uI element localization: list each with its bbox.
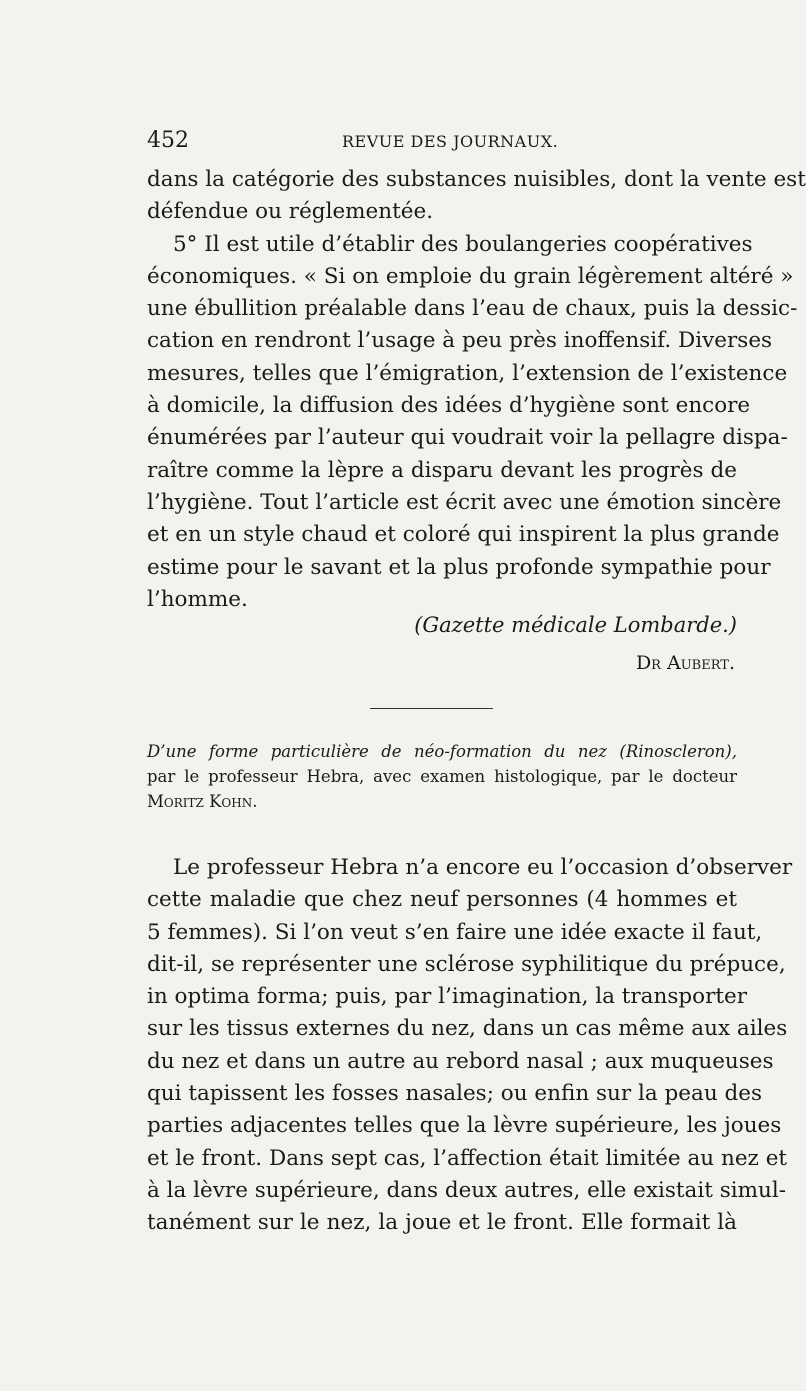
running-head: REVUE DES JOURNAUX. [342, 132, 559, 151]
page-header [147, 128, 737, 154]
text-line: parties adjacentes telles que la lèvre supérieure, les joues [147, 1113, 782, 1139]
text-line: l’hygiène. Tout l’article est écrit avec une émotion sincère [147, 489, 782, 515]
text-line: cation en rendront l’usage à peu près inoffensif. Diverses [147, 328, 773, 354]
text-line: 5° Il est utile d’établir des boulangeries coopératives [173, 231, 753, 257]
author-signature: Dr Aubert. [635, 652, 735, 674]
text-line: cette maladie que chez neuf personnes (4 hommes et [147, 887, 737, 913]
text-line: in optima forma; puis, par l’imagination, la transporter [147, 984, 748, 1010]
article-heading [147, 739, 737, 814]
page-number: 452 [147, 128, 189, 153]
text-line: énumérées par l’auteur qui voudrait voir la pellagre dispa- [147, 425, 788, 451]
text-line: 5 femmes). Si l’on veut s’en faire une idée exacte il faut, [147, 919, 763, 945]
text-line: du nez et dans un autre au rebord nasal ; aux muqueuses [147, 1048, 774, 1074]
text-line: et en un style chaud et coloré qui inspirent la plus grande [147, 522, 780, 548]
text-line: Le professeur Hebra n’a encore eu l’occasion d’observer [173, 855, 793, 880]
text-line: défendue ou réglementée. [147, 199, 434, 225]
article-byline: par le professeur Hebra, avec examen histologique, par le docteur [147, 767, 737, 786]
text-line: et le front. Dans sept cas, l’affection était limitée au nez et [147, 1145, 788, 1171]
article-title-line: D’une forme particulière de néo-formation du nez (Rinoscleron), [147, 742, 737, 761]
text-line: sur les tissus externes du nez, dans un cas même aux ailes [147, 1016, 788, 1042]
section-divider [370, 708, 493, 709]
text-line: économiques. « Si on emploie du grain légèrement altéré » [147, 263, 794, 289]
paragraph-2 [147, 852, 793, 1240]
text-line: une ébullition préalable dans l’eau de chaux, puis la dessic- [147, 296, 798, 322]
article-coauthor: Moritz Kohn. [147, 792, 258, 811]
paragraph-1 [147, 164, 806, 616]
text-line: mesures, telles que l’émigration, l’extension de l’existence [147, 360, 788, 386]
text-line: à domicile, la diffusion des idées d’hygiène sont encore [147, 393, 751, 419]
text-line: qui tapissent les fosses nasales; ou enfin sur la peau des [147, 1081, 763, 1107]
text-line: raître comme la lèpre a disparu devant les progrès de [147, 457, 737, 483]
text-line: à la lèvre supérieure, dans deux autres, elle existait simul- [147, 1177, 787, 1203]
source-citation: (Gazette médicale Lombarde.) [414, 613, 737, 637]
text-line: estime pour le savant et la plus profonde sympathie pour [147, 554, 771, 580]
text-line: dans la catégorie des substances nuisibles, dont la vente est [147, 167, 806, 192]
text-line: dit-il, se représenter une sclérose syphilitique du prépuce, [147, 951, 786, 977]
text-line: tanément sur le nez, la joue et le front. Elle formait là [147, 1210, 737, 1236]
text-line: l’homme. [147, 586, 248, 612]
